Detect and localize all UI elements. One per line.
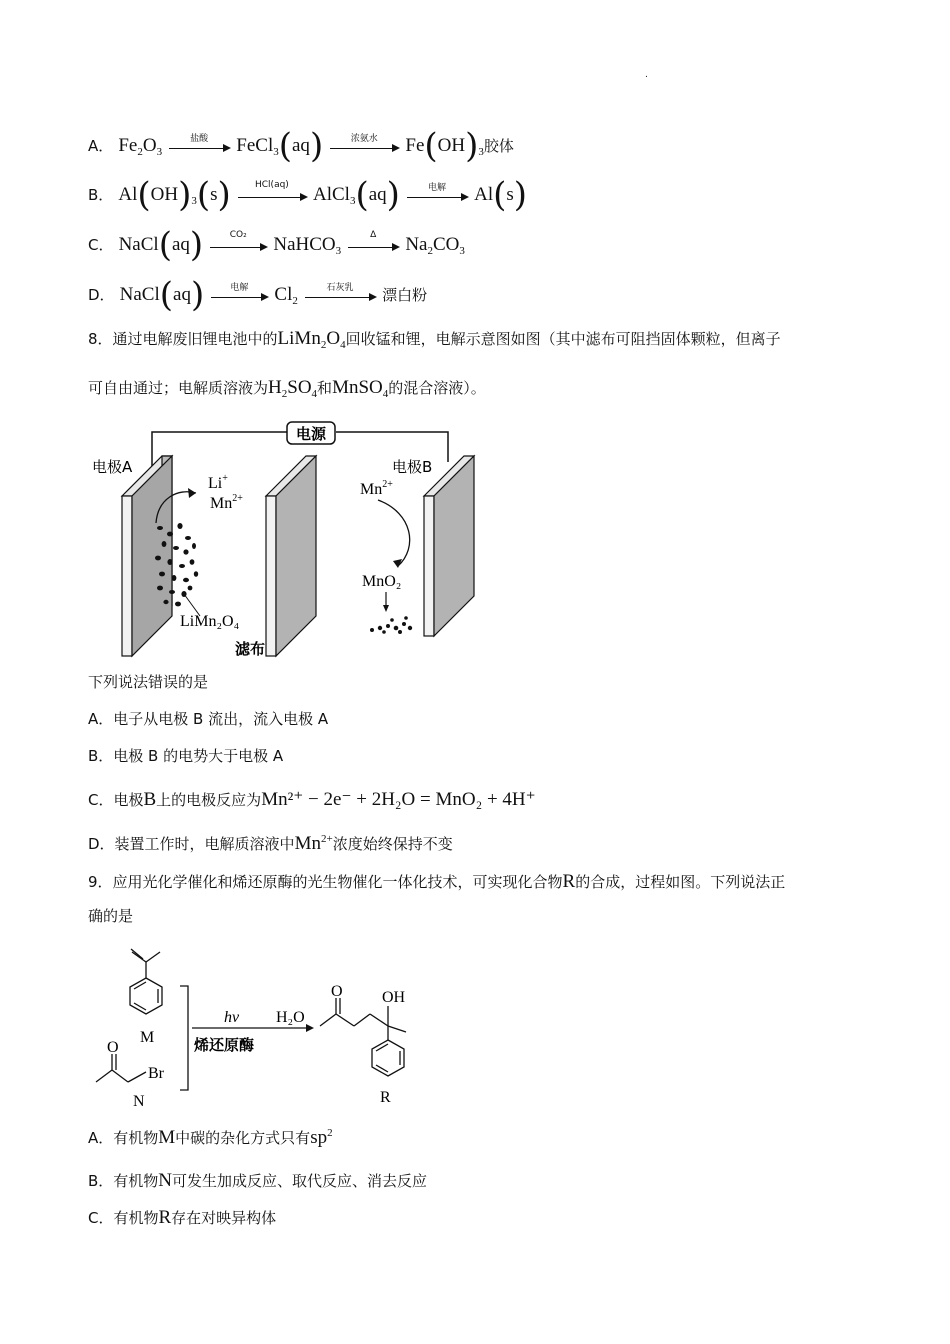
reaction-scheme — [88, 940, 428, 1110]
label-m: M — [140, 1029, 155, 1046]
reaction-arrow: 电解 — [211, 294, 267, 298]
label-hv: hν — [224, 1009, 240, 1026]
ion-arrow-b — [378, 500, 410, 566]
electrode-b — [424, 496, 434, 636]
label-oh: OH — [382, 989, 406, 1006]
mn-ion-b-label: $Mn^{2+}$ — [360, 479, 393, 498]
label-enzyme: 烯还原酶 — [194, 1036, 255, 1054]
mno2-particles — [370, 616, 412, 634]
reaction-arrow: 电解 — [407, 194, 467, 198]
electrode-b-label: 电极B — [392, 458, 433, 476]
power-label: 电源 — [295, 425, 327, 443]
limn2o4-label: LiMn₂O₄ — [180, 613, 240, 630]
li-ion-label: Li+ — [208, 473, 228, 492]
electrode-a-label: 电极A — [92, 458, 133, 476]
q9-stem-line2: 确的是 — [88, 907, 134, 925]
q8-stem-line2: 可自由通过；电解质溶液为$H_2SO_4$和MnSO$_4$的混合溶液）。 — [88, 377, 486, 400]
mn-ion-label: $Mn^{2+}$ — [210, 493, 243, 512]
q9-option-c: C．有机物R存在对映异构体 — [88, 1207, 277, 1228]
mno2-label: MnO₂ — [362, 573, 402, 590]
label-n: N — [133, 1093, 145, 1110]
q8-option-c: C．电极B上的电极反应为Mn²⁺ − 2e⁻ + 2H₂O = MnO₂ + 4H⁺ — [88, 789, 536, 810]
q7-option-b: B． $Al(OH)_3(s)$ HCl(aq) AlCl$_3$(aq) 电解 Al(s) — [88, 175, 528, 215]
q8-option-b: B．电极 B 的电势大于电极 A — [88, 747, 284, 765]
label-h2o: H₂O — [276, 1009, 305, 1026]
label-br: Br — [148, 1065, 164, 1082]
molecule-m-ring — [130, 978, 162, 1014]
reaction-arrow: CO₂ — [210, 244, 266, 248]
reaction-arrow: 盐酸 — [169, 145, 229, 149]
q7-option-a: A． $Fe_2O_3$ 盐酸 FeCl$_3$(aq) 浓氨水 $Fe(OH)_3$胶体 — [88, 126, 514, 166]
label-r-oxygen: O — [331, 983, 343, 1000]
electrode-a — [122, 496, 132, 656]
label-n-oxygen: O — [107, 1039, 119, 1056]
reaction-arrow: 浓氨水 — [330, 145, 398, 149]
q9-option-a: A．有机物M中碳的杂化方式只有$sp^2$ — [88, 1127, 333, 1148]
molecule-r-ring — [372, 1040, 404, 1076]
q8-ask: 下列说法错误的是 — [88, 673, 209, 691]
reaction-arrow: 石灰乳 — [305, 294, 375, 298]
q7-option-d: D． NaCl(aq) 电解 $Cl_2$ 石灰乳 漂白粉 — [88, 275, 428, 315]
q9-option-b: B．有机物N可发生加成反应、取代反应、消去反应 — [88, 1170, 428, 1191]
q8-option-d: D．装置工作时，电解质溶液中$Mn^{2+}$浓度始终保持不变 — [88, 833, 453, 854]
q8-stem-line1: 8．通过电解废旧锂电池中的$LiMn_2O_4$回收锰和锂，电解示意图如图（其中滤布可阻挡固体颗粒，但离子 — [88, 328, 781, 351]
reaction-arrow: Δ — [348, 244, 398, 248]
q7-option-c: C． NaCl(aq) CO₂ NaHCO$_3$ Δ $Na_2CO_3$ — [88, 225, 465, 265]
filter-label: 滤布 — [235, 640, 266, 658]
electrolysis-diagram — [88, 418, 488, 663]
page-dot: . — [645, 70, 648, 80]
label-r: R — [380, 1089, 391, 1106]
reaction-arrow: HCl(aq) — [238, 194, 306, 198]
q8-option-a: A．电子从电极 B 流出，流入电极 A — [88, 710, 329, 728]
q9-stem-line1: 9．应用光化学催化和烯还原酶的光生物催化一体化技术，可实现化合物R的合成，过程如图。下列说法正 — [88, 871, 786, 892]
filter-cloth — [266, 496, 276, 656]
